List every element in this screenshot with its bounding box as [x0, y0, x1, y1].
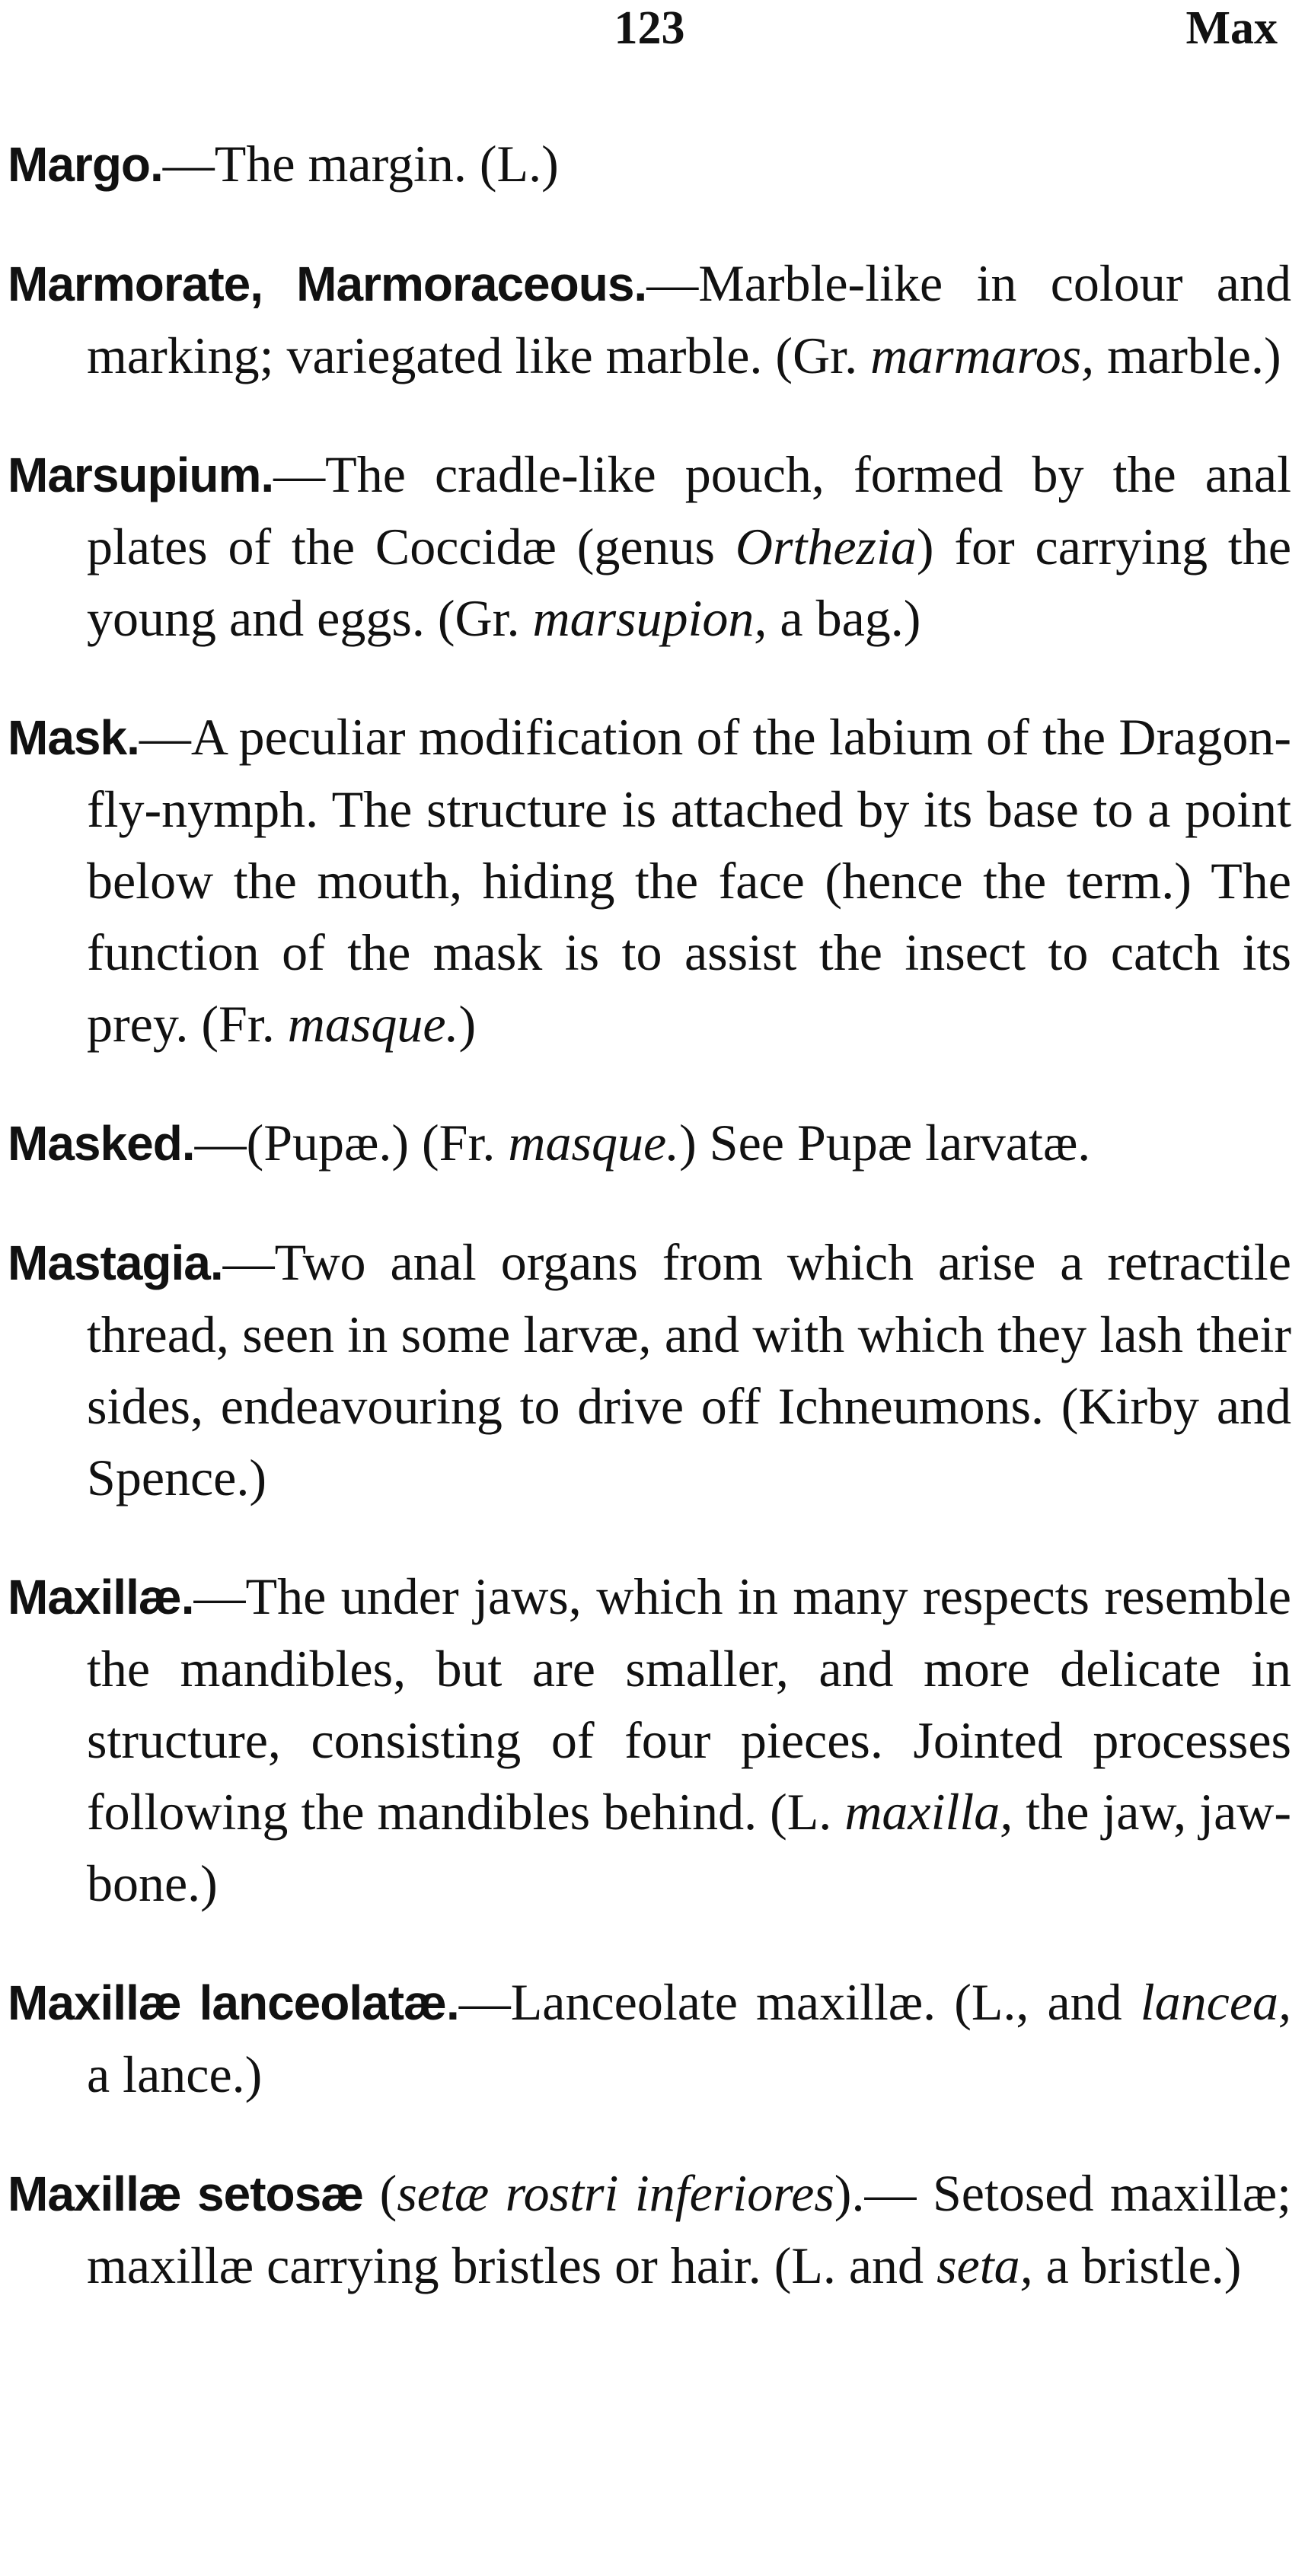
entry-headword: Maxillæ. — [8, 1570, 194, 1624]
entry-definition-text: —Two anal organs from which arise a retractile thread, seen in some larvæ, and with which they lash their sides, endeavouring to drive off Ichneumons. (Kirby and Spence.) — [87, 1233, 1291, 1506]
entry-headword: Margo. — [8, 137, 163, 192]
entry-headword: Masked. — [8, 1116, 195, 1171]
entry-definition-text: ) for carrying the young and eggs. (Gr. — [87, 518, 1291, 647]
entry-definition-text: —The cradle-like pouch, formed by the anal plates of the Coccidæ (genus — [87, 445, 1291, 575]
entry-definition-text: marble.) — [1094, 327, 1281, 384]
entry-definition-text: the jaw, jaw-bone.) — [87, 1783, 1291, 1912]
entry-headword: Marmorate, Marmoraceous. — [8, 257, 647, 311]
running-head — [8, 0, 1291, 61]
entry-definition-text: a bristle.) — [1032, 2236, 1242, 2294]
dictionary-entry — [8, 1226, 1291, 1513]
entry-definition-text: a lance.) — [87, 2045, 263, 2103]
entry-definition-text: —(Pupæ.) (Fr. — [194, 1114, 509, 1172]
dictionary-entry — [8, 2157, 1291, 2301]
dictionary-entry — [8, 438, 1291, 654]
entry-definition-text: ) See Pupæ larvatæ. — [679, 1114, 1091, 1172]
dictionary-entry — [8, 1107, 1291, 1179]
entry-definition-text: —The under jaws, which in many respects resemble the mandibles, but are smaller, and more delicate in structure, consisting of four pieces. Jointed processes following the mandibles behind. (L. — [87, 1567, 1291, 1841]
entry-etymon: marmaros, — [870, 327, 1095, 384]
page-number: 123 — [614, 2, 685, 54]
dictionary-entry — [8, 701, 1291, 1060]
entry-etymon: lancea, — [1140, 1973, 1292, 2031]
entry-etymon: masque. — [287, 995, 459, 1053]
entry-definition-text: —Lanceolate maxillæ. (L., and — [458, 1973, 1141, 2031]
entry-etymon: seta, — [936, 2236, 1033, 2294]
entry-etymon: marsupion, — [532, 589, 767, 647]
entry-definition-text: —Marble-like in colour and marking; variegated like marble. (Gr. — [87, 254, 1291, 384]
entry-list — [8, 128, 1291, 2301]
entry-etymon: masque. — [508, 1114, 680, 1172]
entry-headword: Marsupium. — [8, 448, 274, 502]
entry-definition-text: ) — [458, 995, 477, 1053]
entry-definition-text: —The margin. (L.) — [162, 135, 559, 193]
entry-headword: Mastagia. — [8, 1235, 223, 1290]
dictionary-entry — [8, 1561, 1291, 1919]
dictionary-entry — [8, 128, 1291, 200]
entry-definition-text: —A peculiar modification of the labium of the Dragon-fly-nymph. The structure is attached by its base to a point below the mouth, hiding the face (hence the term.) The function of the mask is to assist the insect to catch its prey. (Fr. — [87, 708, 1291, 1053]
entry-definition-text: ( — [363, 2164, 397, 2222]
entry-headword: Maxillæ lanceolatæ. — [8, 1975, 459, 2030]
dictionary-entry — [8, 1966, 1291, 2110]
entry-definition-text: ).— Setosed maxillæ; maxillæ carrying bristles or hair. (L. and — [87, 2164, 1292, 2294]
dictionary-entry — [8, 247, 1291, 391]
entry-etymon: setæ rostri inferiores — [397, 2164, 834, 2222]
entry-headword: Maxillæ setosæ — [8, 2166, 364, 2221]
entry-etymon: Orthezia — [735, 518, 917, 575]
guide-word: Max — [1185, 2, 1278, 54]
entry-etymon: maxilla, — [844, 1783, 1013, 1841]
entry-headword: Mask. — [8, 710, 139, 765]
entry-definition-text: a bag.) — [767, 589, 921, 647]
